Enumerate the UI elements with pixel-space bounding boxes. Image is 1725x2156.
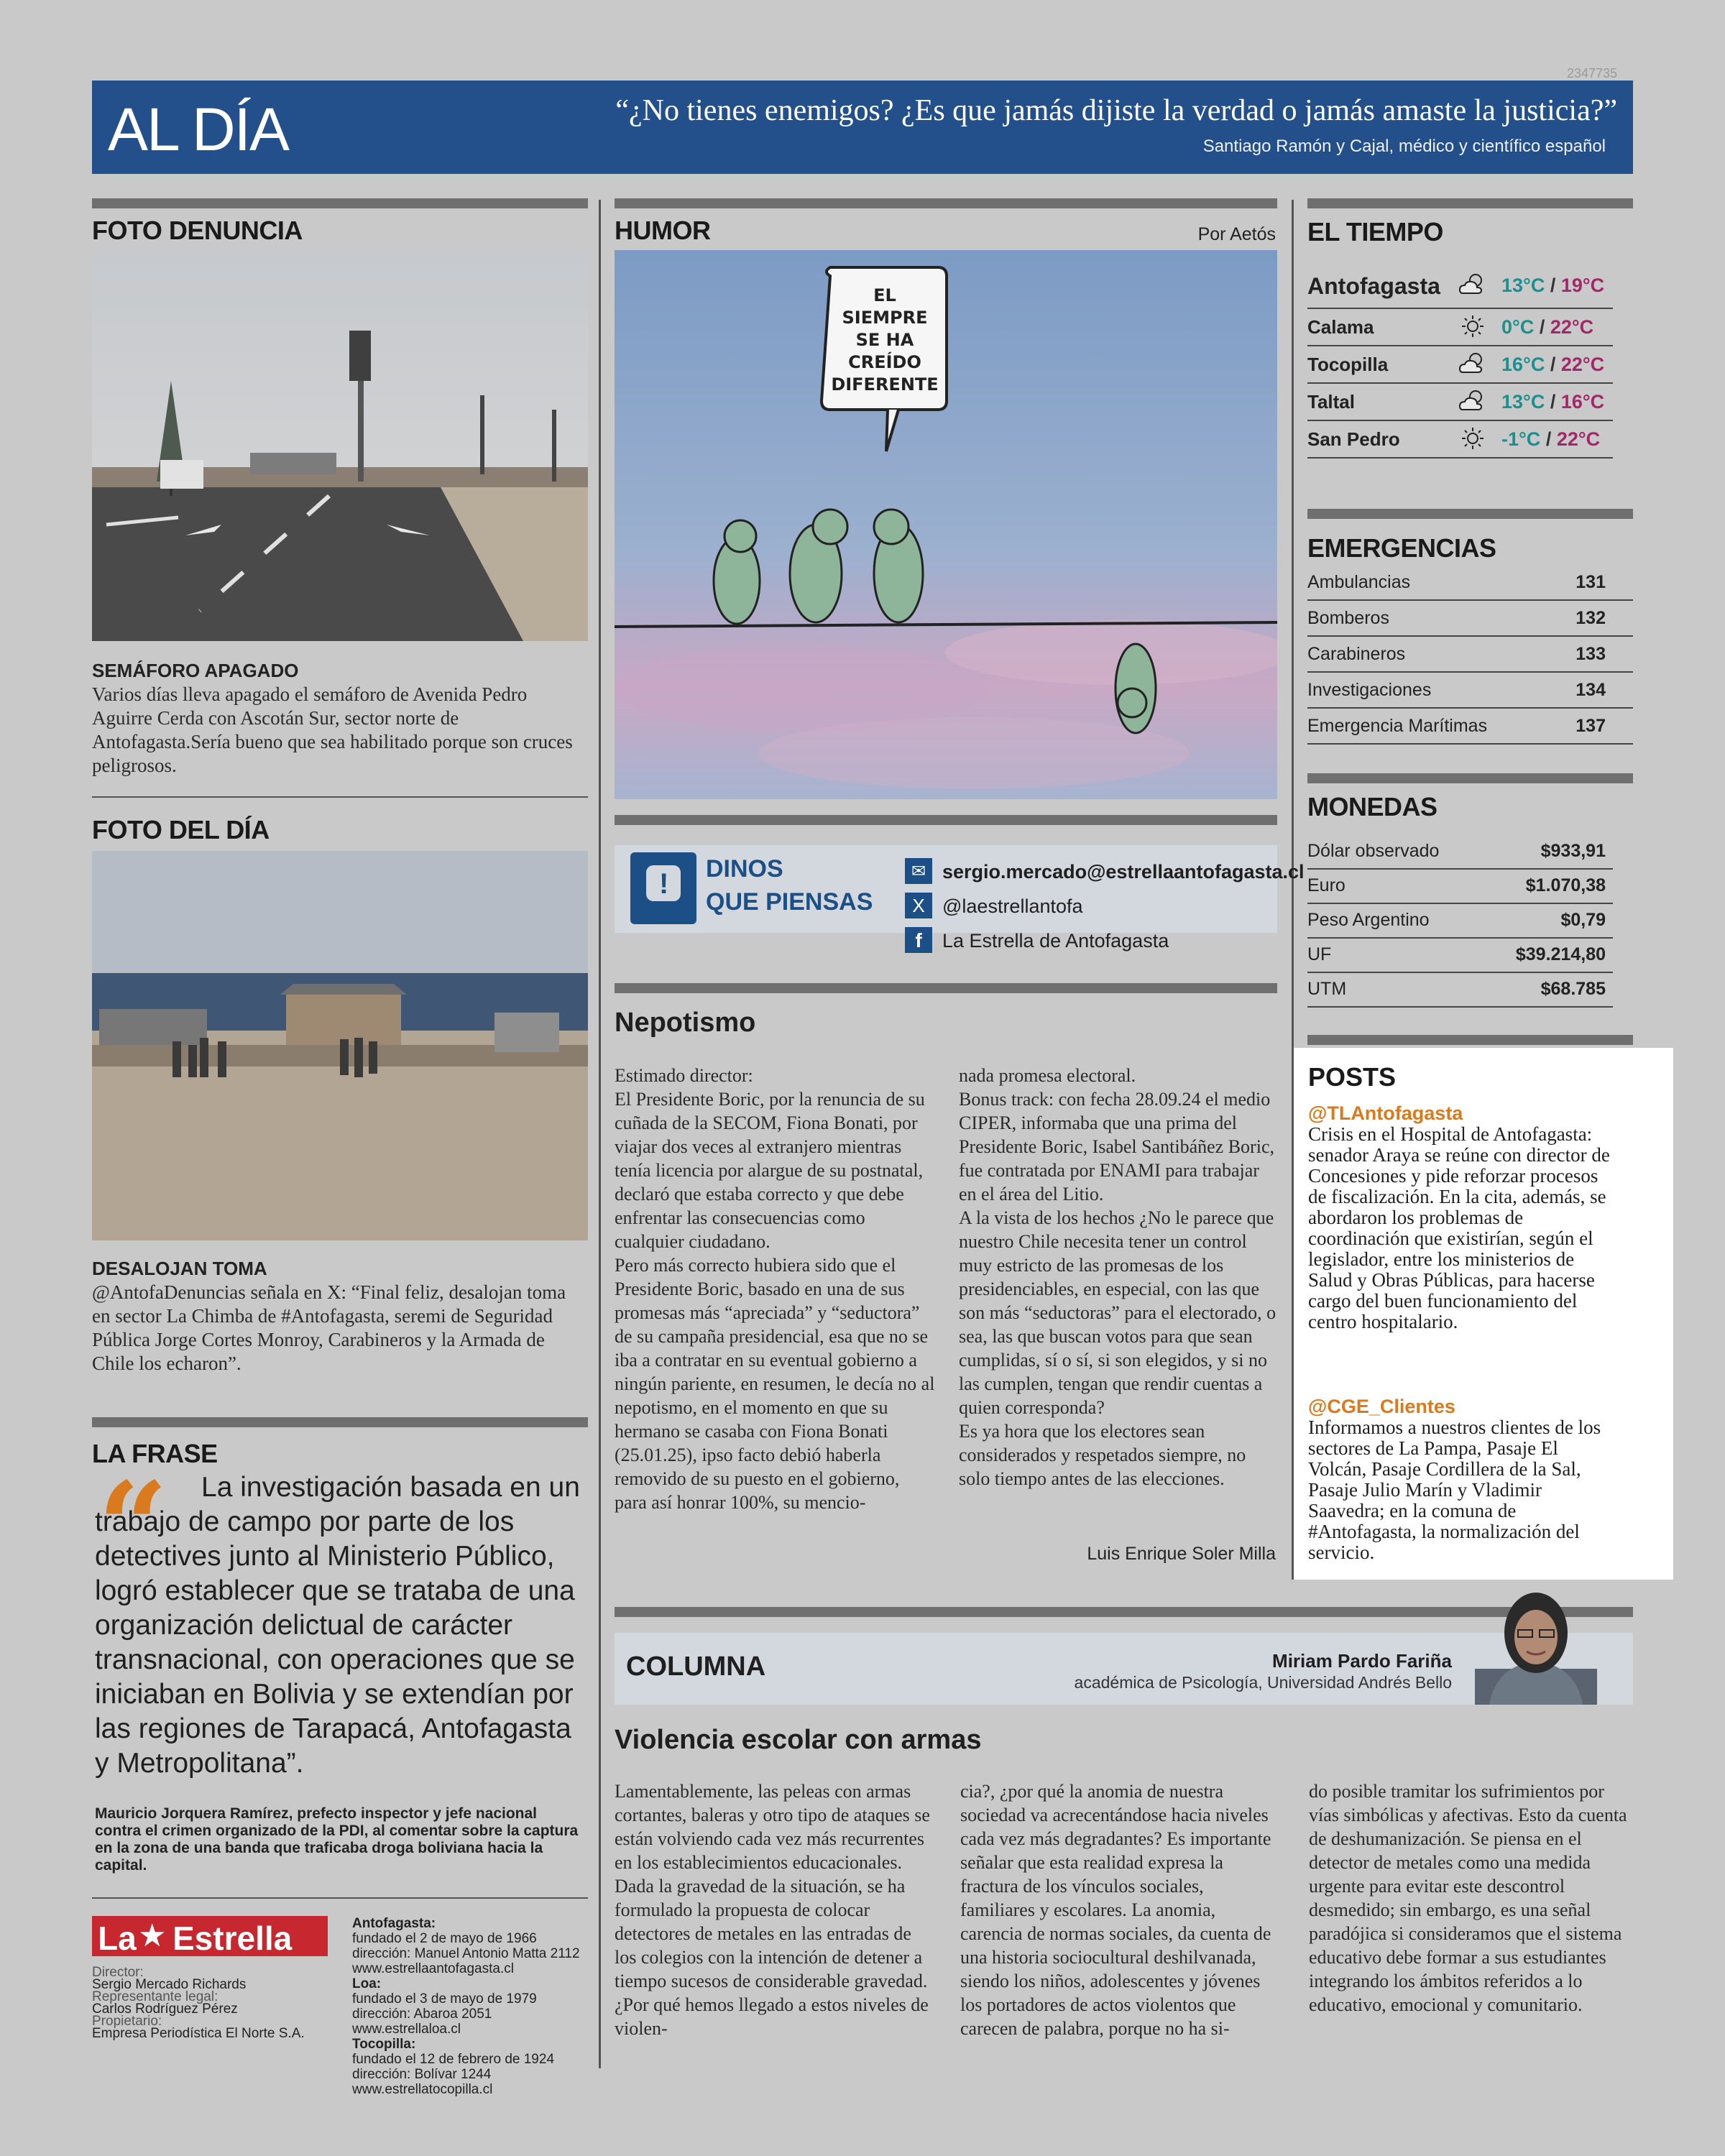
section-bar	[1307, 198, 1633, 208]
emergency-label: Bomberos	[1307, 608, 1389, 628]
masthead-credits	[92, 1966, 322, 2040]
bubble-line: SE HA	[855, 330, 914, 350]
humor-author: Por Aetós	[1197, 224, 1276, 244]
masthead-editions	[352, 1916, 597, 2097]
star-icon: ★	[138, 1917, 167, 1954]
section-title: AL DÍA	[108, 96, 288, 163]
currency-value: $39.214,80	[1515, 944, 1606, 964]
monedas-table	[1307, 834, 1613, 1013]
letter-title: Nepotismo	[615, 1008, 756, 1038]
logo-la: La	[98, 1920, 137, 1957]
weather-row	[1307, 267, 1613, 309]
monedas-heading: MONEDAS	[1307, 792, 1438, 821]
weather-city: Calama	[1307, 316, 1374, 338]
bubble-line: EL	[873, 285, 896, 305]
currency-value: $1.070,38	[1525, 875, 1606, 895]
temp-max: 22°C	[1560, 354, 1605, 375]
emergencias-table	[1307, 565, 1633, 745]
section-header	[92, 80, 1633, 174]
section-bar	[1307, 1035, 1633, 1045]
columna-col-3: do posible tramitar los sufrimientos por vías simbólicas y afectivas. Esto da cuenta de deshumanización. Se piensa en el detector de metales como una medida urgente para evitar este descontrol desmedido; sin embargo, es una señal paradójica si consideramos que el sistema educativo debe formar a sus estudiantes integrando los ámbitos referidos a lo educativo, emocional y comunitario.	[1309, 1781, 1627, 2015]
weather-row	[1307, 421, 1613, 459]
letter-col-2	[959, 1064, 1279, 1491]
temp-min: 16°C	[1501, 354, 1545, 375]
section-bar	[1307, 773, 1633, 783]
post-text: Informamos a nuestros clientes de los sectores de La Pampa, Pasaje El Volcán, Pasaje Cordillera de la Sal, Pasaje Julio Marín y Vladimir Saavedra; en la comuna de #Antofagasta, la normalización del servicio.	[1308, 1416, 1601, 1563]
section-bar	[92, 1417, 588, 1427]
contact-x-handle[interactable]: @laestrellantofa	[942, 895, 1083, 917]
emergency-row	[1307, 565, 1633, 601]
sun-icon	[1458, 425, 1487, 451]
weather-row	[1307, 309, 1613, 346]
post-handle[interactable]: @CGE_Clientes	[1308, 1396, 1455, 1417]
foto-denuncia-heading: FOTO DENUNCIA	[92, 216, 303, 245]
posts-heading: POSTS	[1308, 1062, 1397, 1092]
columna-author: Miriam Pardo Fariña	[1272, 1650, 1452, 1672]
divider	[92, 1897, 588, 1899]
emergency-row	[1307, 637, 1633, 673]
letter-paragraph: Bonus track: con fecha 28.09.24 el medio CIPER, informaba que una prima del Presidente Boric, Isabel Santibáñez Boric, fue contratada por ENAMI para trabajar en el área del Litio.	[959, 1089, 1274, 1204]
currency-label: Euro	[1307, 875, 1346, 895]
facebook-icon: f	[905, 927, 932, 953]
edition-address: dirección: Abaroa 2051	[352, 2007, 492, 2022]
weather-city: Taltal	[1307, 391, 1355, 413]
temp-max: 22°C	[1556, 428, 1601, 450]
section-bar	[615, 815, 1277, 825]
temp-max: 16°C	[1560, 391, 1605, 413]
bubble-line: CREÍDO	[848, 352, 921, 372]
emergency-number: 134	[1576, 680, 1606, 700]
temp-min: 13°C	[1501, 391, 1545, 413]
columna-title: Violencia escolar con armas	[615, 1725, 982, 1755]
post-handle[interactable]: @TLAntofagasta	[1308, 1102, 1463, 1124]
la-frase-attribution: Mauricio Jorquera Ramírez, prefecto inspector y jefe nacional contra el crimen organizado de la PDI, al comentar sobre la captura en la zona de una banda que traficaba droga boliviana hacia la capital.	[95, 1805, 579, 1874]
edition-city: Loa:	[352, 1976, 382, 1991]
emergency-number: 131	[1576, 572, 1606, 592]
edition-city: Antofagasta:	[352, 1916, 436, 1931]
columna-label: COLUMNA	[626, 1651, 766, 1682]
contact-title-2: QUE PIENSAS	[706, 888, 873, 916]
foto-del-dia-caption: @AntofaDenuncias señala en X: “Final feliz, desalojan toma en sector La Chimba de #Antofagasta, seremi de Seguridad Pública Jorge Cortes Monroy, Carabineros y la Armada de Chile los echaron”.	[92, 1281, 566, 1374]
comment-icon: !	[630, 852, 696, 924]
mail-icon: ✉	[905, 858, 932, 884]
owner-name: Empresa Periodística El Norte S.A.	[92, 2026, 305, 2041]
currency-label: UF	[1307, 944, 1332, 964]
contact-title-1: DINOS	[706, 855, 783, 883]
currency-row	[1307, 903, 1613, 939]
currency-value: $68.785	[1540, 979, 1606, 999]
edition-web[interactable]: www.estrellaloa.cl	[352, 2022, 461, 2037]
currency-label: UTM	[1307, 979, 1347, 999]
columna-col-1: Lamentablemente, las peleas con armas cortantes, baleras y otro tipo de ataques se están volviendo cada vez más recurrentes en los establecimientos educacionales. Dada la gravedad de la situación, se ha formulado la propuesta de colocar detectores de metales en las entradas de los colegios con la intención de detener a tiempo sucesos de considerable gravedad. ¿Por qué hemos llegado a estos niveles de violen-	[615, 1781, 930, 2039]
emergency-number: 137	[1576, 716, 1606, 736]
weather-temp: 0°C / 22°C	[1501, 316, 1594, 338]
weather-temp: 13°C / 16°C	[1501, 391, 1605, 413]
currency-row	[1307, 972, 1613, 1008]
emergency-label: Ambulancias	[1307, 572, 1411, 592]
edition-address: dirección: Manuel Antonio Matta 2112	[352, 1946, 580, 1961]
x-icon: X	[905, 893, 932, 918]
weather-city: San Pedro	[1307, 428, 1400, 450]
posts-box	[1294, 1048, 1673, 1580]
humor-heading: HUMOR	[615, 216, 711, 245]
partly-cloudy-icon	[1458, 272, 1487, 298]
sun-icon	[1458, 313, 1487, 339]
la-frase-quote: La investigación basada en un trabajo de campo por parte de los detectives junto al Ministerio Público, logró establecer que se trataba de una organización delictual de carácter transnacional, con operaciones que se iniciaban en Bolivia y se extendían por las regiones de Tarapacá, Antofagasta y Metropolitana”.	[95, 1472, 580, 1779]
foto-del-dia-caption-title: DESALOJAN TOMA	[92, 1258, 267, 1279]
director-label: Director:	[92, 1965, 144, 1980]
edition-founded: fundado el 3 de mayo de 1979	[352, 1991, 537, 2007]
weather-city: Antofagasta	[1307, 273, 1440, 299]
currency-value: $933,91	[1540, 841, 1606, 861]
divider	[92, 796, 588, 798]
foto-del-dia-photo	[92, 851, 588, 1240]
edition-address: dirección: Bolívar 1244	[352, 2067, 492, 2082]
author-avatar	[1468, 1590, 1604, 1705]
columna-col-2: cia?, ¿por qué la anomia de nuestra sociedad va acrecentándose hacia niveles cada vez más degradantes? Es importante señalar que esta realidad expresa la fractura de los vínculos sociales, familiares y escolares. La anomia, carencia de normas sociales, da cuenta de una historia sociocultural deshilvanada, siendo los niños, adolescentes y jóvenes los portadores de actos violentos que carecen de palabra, porque no ha si-	[960, 1781, 1271, 2039]
contact-box	[615, 845, 1305, 952]
letter-paragraph: Pero más correcto hubiera sido que el Presidente Boric, basado en una de sus promesas más “apreciada” y “seductora” de su campaña presidencial, esa que no se iba a contratar en su eventual gobierno a ningún pariente, en resumen, le decía no al nepotismo, en el momento en que su hermano se casaba con Fiona Bonati (25.01.25), ipso facto debió haberla removido de su puesto en el gobierno, para así honrar 100%, su mencio-	[615, 1255, 935, 1513]
contact-email[interactable]: sergio.mercado@estrellaantofagasta.cl	[942, 861, 1305, 883]
currency-row	[1307, 834, 1613, 870]
weather-city: Tocopilla	[1307, 354, 1389, 375]
section-bar	[92, 198, 588, 208]
emergency-label: Carabineros	[1307, 644, 1406, 664]
edition-city: Tocopilla:	[352, 2037, 416, 2052]
section-bar	[615, 983, 1277, 993]
temp-min: -1°C	[1501, 428, 1541, 450]
weather-temp: 16°C / 22°C	[1501, 354, 1605, 375]
columna-header	[615, 1633, 1633, 1705]
letter-paragraph: Estimado director:	[615, 1065, 753, 1086]
bubble-line: DIFERENTE	[831, 374, 939, 395]
edition-web[interactable]: www.estrellaantofagasta.cl	[352, 1961, 514, 1976]
emergency-number: 133	[1576, 644, 1606, 664]
foto-denuncia-caption: Varios días lleva apagado el semáforo de Avenida Pedro Aguirre Cerda con Ascotán Sur, sector norte de Antofagasta.Sería bueno que sea habilitado porque son cruces peligrosos.	[92, 683, 573, 776]
section-bar	[1307, 509, 1633, 519]
logo-estrella: Estrella	[172, 1920, 293, 1957]
emergency-row	[1307, 709, 1633, 745]
partly-cloudy-icon	[1458, 388, 1487, 414]
weather-temp: -1°C / 22°C	[1501, 428, 1601, 450]
page-id: 2347735	[1567, 66, 1618, 80]
letter-paragraph: Es ya hora que los electores sean considerados y respetados siempre, no solo tiempo antes de las elecciones.	[959, 1421, 1246, 1489]
partly-cloudy-icon	[1458, 351, 1487, 377]
quote-mark-icon: “	[98, 1455, 168, 1599]
header-quote-author: Santiago Ramón y Cajal, médico y científico español	[1202, 137, 1606, 156]
letter-col-1	[615, 1064, 935, 1514]
rep-name: Carlos Rodríguez Pérez	[92, 2001, 238, 2017]
currency-row	[1307, 868, 1613, 904]
emergencias-heading: EMERGENCIAS	[1307, 533, 1496, 563]
letter-paragraph: A la vista de los hechos ¿No le parece que nuestro Chile necesita tener un control muy estricto de las promesas de los presidenciables, en especial, con las que son más “seductoras” para el electorado, o sea, las que buscan votos para que sean cumplidas, sí o sí, si son elegidos, y si no las cumplen, tengan que rendir cuentas a quien corresponda?	[959, 1207, 1276, 1418]
edition-founded: fundado el 12 de febrero de 1924	[352, 2052, 555, 2067]
speech-bubble-text	[827, 285, 942, 396]
weather-row	[1307, 346, 1613, 384]
column-divider-left	[599, 200, 601, 2068]
estrella-logo	[92, 1916, 328, 1956]
temp-min: 0°C	[1501, 316, 1535, 338]
emergency-number: 132	[1576, 608, 1606, 628]
foto-denuncia-caption-title: SEMÁFORO APAGADO	[92, 660, 299, 681]
columna-author-role: académica de Psicología, Universidad Andrés Bello	[1074, 1673, 1452, 1692]
edition-web[interactable]: www.estrellatocopilla.cl	[352, 2082, 493, 2097]
emergency-label: Emergencia Marítimas	[1307, 716, 1488, 736]
post-text: Crisis en el Hospital de Antofagasta: senador Araya se reúne con director de Concesiones y pide reforzar procesos de fiscalización. En la cita, además, se abordaron los problemas de coordinación que existirían, según el legislador, entre los ministerios de Salud y Obras Públicas, para hacerse cargo del buen funcionamiento del centro hospitalario.	[1308, 1123, 1610, 1332]
contact-facebook[interactable]: La Estrella de Antofagasta	[942, 930, 1169, 952]
letter-paragraph: El Presidente Boric, por la renuncia de su cuñada de la SECOM, Fiona Bonati, por viajar dos veces al extranjero mientras tenía licencia por alargue de su postnatal, declaró que estaba correcto y que debe enfrentar las consecuencias como cualquier ciudadano.	[615, 1089, 925, 1252]
temp-max: 19°C	[1560, 275, 1605, 296]
foto-del-dia-heading: FOTO DEL DÍA	[92, 815, 270, 844]
temp-min: 13°C	[1501, 275, 1545, 296]
emergency-row	[1307, 673, 1633, 709]
letter-signature: Luis Enrique Soler Milla	[1087, 1544, 1276, 1564]
weather-row	[1307, 384, 1613, 421]
foto-denuncia-photo	[92, 252, 588, 641]
edition-founded: fundado el 2 de mayo de 1966	[352, 1931, 537, 1946]
emergency-row	[1307, 601, 1633, 637]
currency-label: Peso Argentino	[1307, 910, 1430, 930]
weather-temp: 13°C / 19°C	[1501, 275, 1605, 296]
la-frase-heading: LA FRASE	[92, 1439, 218, 1468]
bubble-line: SIEMPRE	[842, 308, 928, 328]
currency-value: $0,79	[1560, 910, 1606, 930]
director-name: Sergio Mercado Richards	[92, 1977, 247, 1992]
header-quote: “¿No tienes enemigos? ¿Es que jamás dijiste la verdad o jamás amaste la justicia?”	[615, 94, 1617, 127]
humor-cartoon	[615, 250, 1277, 799]
temp-max: 22°C	[1550, 316, 1594, 338]
owner-label: Propietario:	[92, 2014, 162, 2029]
currency-row	[1307, 937, 1613, 973]
section-bar	[615, 198, 1277, 208]
emergency-label: Investigaciones	[1307, 680, 1432, 700]
rep-label: Representante legal:	[92, 1989, 218, 2004]
weather-rows	[1307, 267, 1613, 461]
currency-label: Dólar observado	[1307, 841, 1440, 861]
letter-paragraph: nada promesa electoral.	[959, 1065, 1136, 1086]
tiempo-heading: EL TIEMPO	[1307, 217, 1443, 247]
